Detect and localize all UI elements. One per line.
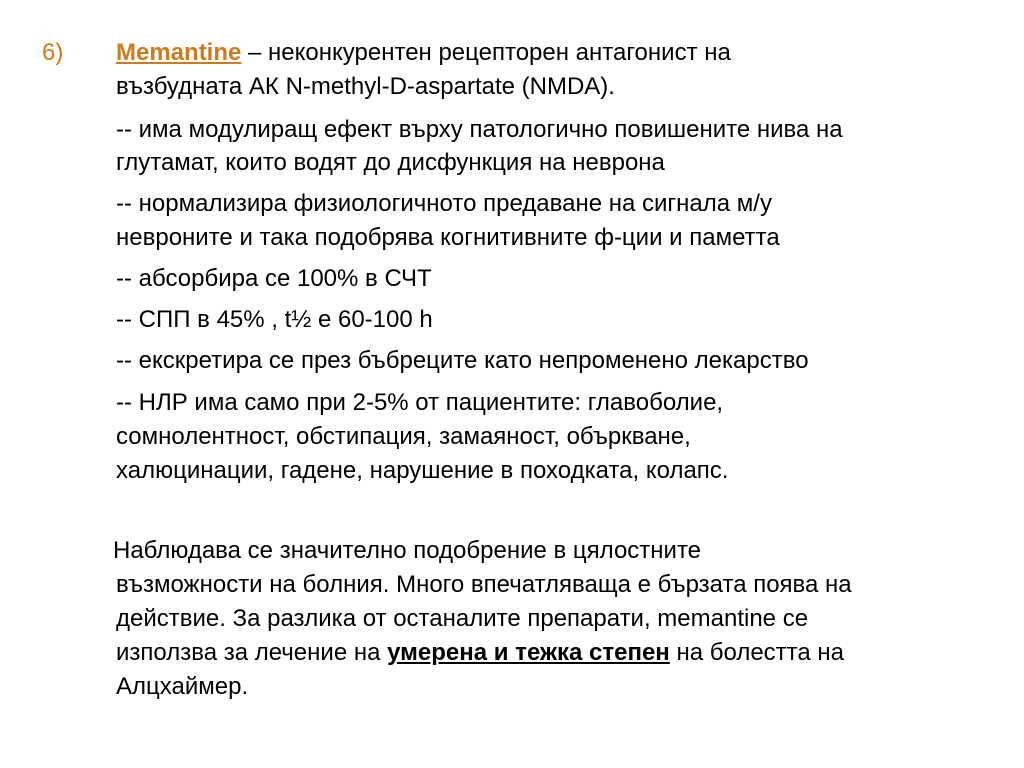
summary-line-1: Наблюдава се значително подобрение в цялостните [113, 537, 702, 564]
bullet-6-line-2: сомнолентност, обстипация, замаяност, объркване, [116, 423, 691, 450]
summary-text-after: на болестта на [669, 639, 844, 666]
bullet-3: -- абсорбира се 100% в СЧТ [116, 265, 432, 292]
intro-line-2: възбудната АК N-methyl-D-aspartate (NMDA). [116, 73, 615, 100]
summary-line-2: възможности на болния. Много впечатляваща е бързата поява на [116, 571, 852, 598]
drug-name: Memantine [116, 39, 242, 66]
bullet-4: -- СПП в 45% , t½ е 60-100 h [116, 306, 433, 333]
bullet-1-line-1: -- има модулиращ ефект върху патологично повишените нива на [116, 116, 843, 143]
bullet-5: -- екскретира се през бъбреците като непроменено лекарство [116, 347, 809, 374]
summary-line-3: действие. За разлика от останалите препарати, memantine се [116, 605, 809, 632]
summary-text-before: използва за лечение на [116, 639, 388, 666]
bullet-1-line-2: глутамат, които водят до дисфункция на неврона [116, 149, 665, 176]
bullet-6-line-3: халюцинации, гадене, нарушение в походката, колапс. [116, 457, 729, 484]
summary-line-4 [116, 639, 844, 667]
summary-line-5: Алцхаймер. [116, 673, 249, 700]
bullet-2-line-2: невроните и така подобрява когнитивните ф-ции и паметта [116, 224, 780, 251]
severity-emphasis: умерена и тежка степен [387, 639, 670, 666]
intro-text: – неконкурентен рецепторен антагонист на [241, 39, 731, 66]
list-number: 6) [42, 39, 64, 66]
bullet-6-line-1: -- НЛР има само при 2-5% от пациентите: главоболие, [116, 389, 724, 416]
intro-line-1 [116, 39, 731, 67]
bullet-2-line-1: -- нормализира физиологичното предаване на сигнала м/у [116, 190, 772, 217]
